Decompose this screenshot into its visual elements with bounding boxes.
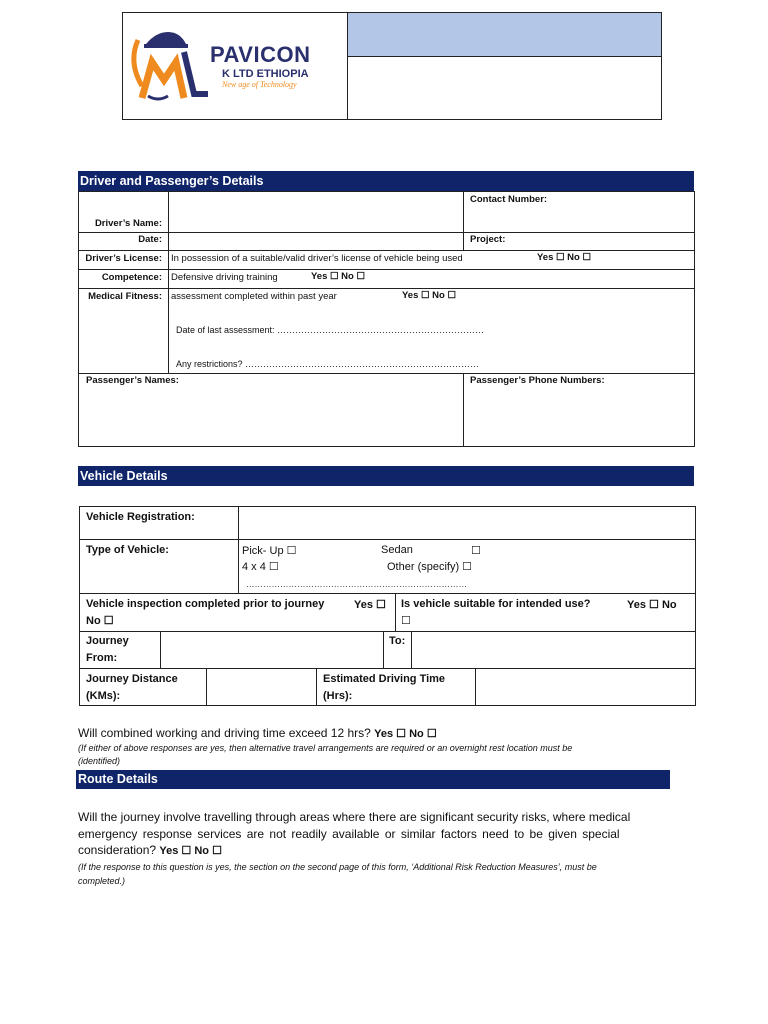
journey-to-field[interactable] (412, 632, 695, 668)
competence-text: Defensive driving training (171, 272, 278, 283)
row-divider (78, 250, 695, 251)
row-divider (78, 269, 695, 270)
vehicle-registration-label: Vehicle Registration: (86, 511, 195, 523)
distance-field[interactable] (207, 669, 315, 705)
section-header-driver: Driver and Passenger’s Details (78, 171, 694, 191)
passenger-phones-field[interactable] (464, 388, 694, 446)
est-time-field[interactable] (476, 669, 695, 705)
suitable-label: Is vehicle suitable for intended use? (401, 598, 591, 610)
medical-label: Medical Fitness: (88, 291, 162, 302)
date-field[interactable] (169, 233, 462, 250)
logo-mark-icon (124, 22, 210, 106)
sedan-checkbox[interactable]: ☐ (471, 545, 481, 557)
vehicle-type-label: Type of Vehicle: (86, 544, 169, 556)
combined-time-yes-no[interactable]: Yes ☐ No ☐ (374, 728, 437, 740)
col-divider (316, 668, 317, 706)
combined-time-question (78, 726, 437, 740)
inspection-label: Vehicle inspection completed prior to journey (86, 598, 325, 610)
route-question-line2: emergency response services are not readily available or similar factors need to be given special (78, 827, 620, 841)
passenger-names-label: Passenger’s Names: (86, 375, 179, 386)
competence-yes-no[interactable]: Yes ☐ No ☐ (311, 271, 365, 282)
section-header-route: Route Details (76, 770, 670, 789)
medical-yes-no[interactable]: Yes ☐ No ☐ (402, 290, 456, 301)
distance-label: Journey Distance (86, 673, 178, 685)
passenger-phones-label: Passenger’s Phone Numbers: (470, 375, 605, 386)
other-specify-line[interactable]: …………………………………………………………………… (246, 579, 467, 589)
col-divider (395, 593, 396, 631)
license-yes-no[interactable]: Yes ☐ No ☐ (537, 252, 591, 263)
est-time-unit-label: (Hrs): (323, 690, 353, 702)
route-yes-no[interactable]: Yes ☐ No ☐ (159, 845, 222, 857)
route-note-line1: (If the response to this question is yes, the section on the second page of this form, ‘Additional Risk Reduction Measures’, must be (78, 862, 597, 872)
project-label: Project: (470, 234, 506, 245)
journey-from-field[interactable] (161, 632, 382, 668)
date-label: Date: (138, 234, 162, 245)
suitable-yes-no[interactable]: Yes ☐ No (627, 599, 677, 611)
inspection-yes[interactable]: Yes ☐ (354, 599, 386, 611)
vehicle-registration-field[interactable] (239, 507, 695, 539)
sedan-option: Sedan (381, 544, 413, 556)
route-consideration-text: consideration? (78, 843, 157, 857)
inspection-no[interactable]: No ☐ (86, 615, 114, 627)
contact-number-label: Contact Number: (470, 194, 548, 205)
row-divider (78, 373, 695, 374)
contact-number-field[interactable] (464, 206, 694, 232)
competence-label: Competence: (101, 272, 162, 283)
logo-subtitle: K LTD ETHIOPIA (222, 68, 309, 80)
passenger-names-field[interactable] (79, 388, 462, 446)
journey-label: Journey (86, 635, 129, 647)
combined-note-line1: (If either of above responses are yes, then alternative travel arrangements are required or an overnight rest location must be (78, 743, 573, 753)
row-divider (78, 288, 695, 289)
distance-unit-label: (KMs): (86, 690, 121, 702)
est-time-label: Estimated Driving Time (323, 673, 446, 685)
row-divider (79, 593, 696, 594)
route-question-line3 (78, 843, 222, 857)
row-divider (79, 539, 696, 540)
col-divider (383, 631, 384, 668)
combined-note-line2: (identified) (78, 756, 121, 766)
last-assessment[interactable]: Date of last assessment: …………………………………………………………… (176, 325, 485, 335)
drivers-name-field[interactable] (169, 192, 462, 232)
any-restrictions[interactable]: Any restrictions? …………………………………………………………………… (176, 359, 480, 369)
drivers-name-label: Driver’s Name: (94, 218, 162, 229)
route-note-line2: completed.) (78, 876, 126, 886)
header-title-cell (348, 13, 661, 57)
medical-text: assessment completed within past year (171, 291, 337, 302)
suitable-no-checkbox[interactable]: ☐ (401, 615, 411, 627)
company-logo (124, 22, 344, 106)
four-by-four-option[interactable]: 4 x 4 ☐ (242, 561, 279, 573)
from-label: From: (86, 652, 118, 664)
license-text: In possession of a suitable/valid driver’s license of vehicle being used (171, 253, 463, 264)
combined-time-text: Will combined working and driving time exceed 12 hrs? (78, 726, 371, 740)
pickup-option[interactable]: Pick- Up ☐ (242, 545, 297, 557)
section-header-vehicle: Vehicle Details (78, 466, 694, 486)
logo-name: PAVICON (210, 42, 311, 67)
logo-tagline: New age of Technology (222, 80, 297, 89)
route-question-line1: Will the journey involve travelling through areas where there are significant security risks, where medical (78, 810, 631, 824)
other-option[interactable]: Other (specify) ☐ (387, 561, 473, 573)
to-label: To: (389, 635, 406, 647)
license-label: Driver’s License: (85, 253, 162, 264)
